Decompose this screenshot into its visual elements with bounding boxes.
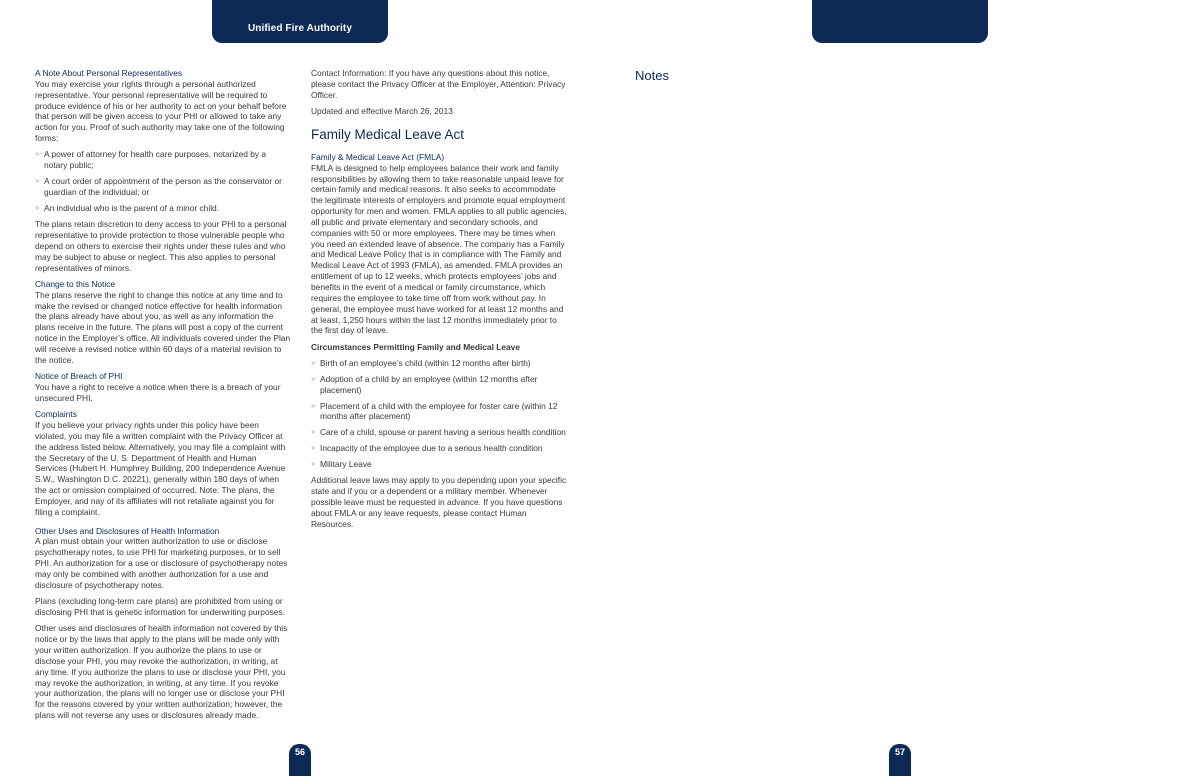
updated-date: Updated and effective March 26, 2013: [311, 106, 453, 117]
middle-column: [311, 68, 567, 535]
fmla-text: FMLA is designed to help employees balance their work and family responsibilities by allowing them to take reasonable unpaid leave for certain family and medical reasons. It also seeks to accommodate the legitimate interests of employers and promote equal employment opportunity for men and women. FMLA applies to all public agencies, all public and private elementary and secondary schools, and companies with 50 or more employees. There may be times when you need an extended leave of absence. The company has a Family and Medical Leave Policy that is in compliance with The Family and Medical Leave Act of 1993 (FMLA), as amended. FMLA provides an entitlement of up to 12 weeks, which protects employees’ jobs and benefits in the event of a medical or family circumstance, which requires the employee to take time off from work without pay. In general, the employee must have worked for at least 12 months and at least, 1,250 hours within the last 12 months immediately prior to the first day of leave.: [311, 162, 567, 336]
bullet-icon: »: [311, 400, 316, 410]
list-item: » Birth of an employee’s child (within 12 months after birth): [311, 358, 531, 369]
circumstances-list: [311, 358, 567, 470]
notes-title: Notes: [635, 68, 669, 83]
list-item: » An individual who is the parent of a minor child.: [35, 202, 220, 213]
bullet-icon: »: [311, 458, 316, 468]
breach-text: You have a right to receive a notice when there is a breach of your unsecured PHI.: [35, 381, 281, 403]
left-column: [35, 68, 291, 726]
page-number-right: 57: [889, 744, 911, 776]
bullet-icon: »: [35, 149, 40, 159]
personal-reps-list: [35, 149, 291, 213]
other-uses-p2: Plans (excluding long-term care plans) are prohibited from using or disclosing PHI that is genetic information for underwriting purposes.: [35, 596, 285, 617]
list-item: » Adoption of a child by an employee (within 12 months after placement): [311, 373, 538, 395]
other-uses-p1: A plan must obtain your written authorization to use or disclose psychotherapy notes, to use PHI for marketing purposes, or to sell PHI. An authorization for a use or disclosure of psychotherapy notes may only be combined with another authorization for a use and disclosure of psychotherapy notes.: [35, 536, 288, 590]
change-heading: Change to this Notice: [35, 278, 116, 289]
personal-reps-heading: A Note About Personal Representatives: [35, 68, 183, 78]
list-item: » Placement of a child with the employee for foster care (within 12 months after placement): [311, 400, 558, 422]
change-text: The plans reserve the right to change this notice at any time and to make the revised or changed notice effective for health information the plans already have about you, as well as any information the plans receive in the future. The plans will post a copy of the current notice in the Employer’s office. All individuals covered under the Plan will receive a revised notice within 60 days of a material revision to the notice.: [35, 289, 291, 365]
contact-info: Contact Information: If you have any questions about this notice, please contact the Privacy Officer at the Employer, Attention: Privacy Officer.: [311, 68, 566, 100]
personal-reps-intro: You may exercise your rights through a personal authorized representative. Your personal representative will be required to produce evidence of his or her authority to act on your behalf before that person will be given access to your PHI or allowed to take any action for you. Proof of such authority may take one of the following forms:: [35, 78, 287, 144]
breach-heading: Notice of Breach of PHI: [35, 371, 123, 382]
bullet-icon: »: [35, 202, 40, 212]
fmla-closing: Additional leave laws may apply to you depending upon your specific state and if you or a dependent or a military member. Whenever possible leave must be requested in advance. If you have questions about FMLA or any leave requests, please contact Human Resources.: [311, 475, 567, 529]
list-item: » Incapacity of the employee due to a serious health condition: [311, 443, 543, 454]
list-item: » Care of a child, spouse or parent having a serious health condition: [311, 427, 566, 438]
header-title: Unified Fire Authority: [247, 23, 353, 34]
page-number-left: 56: [289, 744, 311, 776]
list-item: » Military Leave: [311, 458, 372, 469]
header-tab-right: [812, 0, 988, 43]
list-item: » A court order of appointment of the person as the conservator or guardian of the individual; or: [35, 176, 282, 197]
other-uses-heading: Other Uses and Disclosures of Health Information: [35, 525, 220, 536]
bullet-icon: »: [35, 176, 40, 186]
fmla-subheading: Family & Medical Leave Act (FMLA): [311, 151, 445, 162]
personal-reps-closing: The plans retain discretion to deny access to your PHI to a personal representative to provide protection to those vulnerable people who depend on others to exercise their rights under these rules and who may be subject to abuse or neglect. This also applies to personal representatives of minors.: [35, 219, 287, 273]
complaints-text: If you believe your privacy rights under this policy have been violated, you may file a written complaint with the Privacy Officer at the address listed below. Alternatively, you may file a complaint with the Secretary of the U. S. Department of Health and Human Services (Hubert H. Humphrey Building, 200 Independence Avenue S.W., Washington D.C. 20221), generally within 180 days of when the act or omission complained of occurred. Note: The plans, the Employer, and nay of its affiliates will not retaliate against you for filing a complaint.: [35, 419, 286, 517]
fmla-title: Family Medical Leave Act: [311, 126, 465, 142]
bullet-icon: »: [311, 427, 316, 437]
bullet-icon: »: [311, 373, 316, 383]
circumstances-heading: Circumstances Permitting Family and Medical Leave: [311, 341, 520, 352]
other-uses-p3: Other uses and disclosures of health information not covered by this notice or by the laws that apply to the plans will be made only with your written authorization. If you authorize the plans to use or disclose your PHI, you may revoke the authorization, in writing, at any time. If you authorize the plans to use or disclose your PHI, you may revoke the authorization, in writing, at any time. If you revoke your authorization, the plans will no longer use or disclose your PHI for the reasons covered by your written authorization; however, the plans will not reverse any uses or disclosures already made.: [35, 623, 288, 721]
bullet-icon: »: [311, 443, 316, 453]
bullet-icon: »: [311, 358, 316, 368]
list-item: » A power of attorney for health care purposes, notarized by a notary public;: [35, 149, 267, 171]
header-tab-left: [212, 0, 388, 43]
complaints-heading: Complaints: [35, 409, 77, 420]
